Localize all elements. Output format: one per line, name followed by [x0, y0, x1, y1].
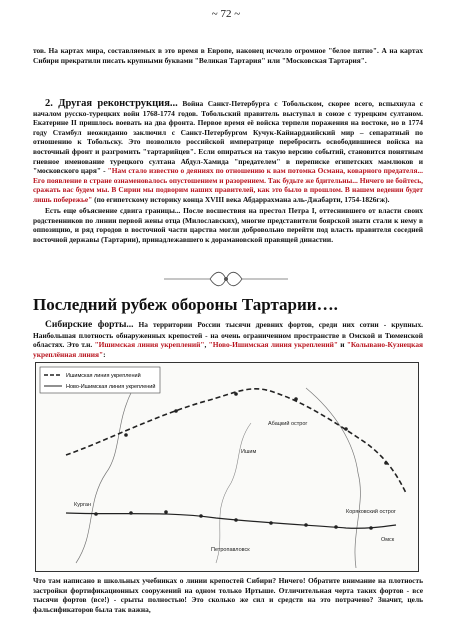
ornament-divider [160, 266, 292, 292]
map-label-omsk: Омск [381, 537, 395, 543]
section-text: Война Санкт-Петербурга с Тобольском, скорее всего, вспыхнула с началом русско-турецких войн 1768-1774 годов. Тобольский правитель выступал в союзе с турецким султаном. Екатерине II пришлось воевать на два фронта. Первое время её войска терпели поражения на востоке, но в 1774 году Стамбул неожиданно заключил с Санкт-Петербургом Кучук-Кайнарджийский мир – сепаратный по отношению к Тобольску. Это позволило российской императрице перебросить освободившиеся войска на восточный фронт и разгромить "тартарийцев". Если опираться на такую версию событий, становится понятным гневное именование турецкого султана Абдул-Хамида "предателем" в переписке египетских мамлюков и "московского царя" - [33, 99, 423, 176]
paragraph-conclusion: Что там написано в школьных учебниках о линии крепостей Сибири? Ничего! Обратите внимание на плотность застройки фортификационных сооружений на одном только Иртыше. Отличительная черта таких фортов - все тысячи фортов (все!) - срыты полностью! Это сколько же сил и средств на это потрачено? Значит, цель фальсификаторов была так важна, [33, 576, 423, 614]
novo-ishim-line-name: "Ново-Ишимская линия укреплений" [208, 340, 338, 350]
paragraph-intro: тов. На картах мира, составляемых в это время в Европе, наконец исчезло огромное "белое пятно". А на картах Сибири прекратили писать крупными буквами "Великая Тартария" или "Московская Тартария". [33, 46, 423, 65]
paragraph-explanation [33, 206, 423, 244]
novo-ishim-line [66, 513, 396, 528]
fortification-map [35, 362, 419, 572]
mamluk-quote: "Нам стало известно о деяниях по отношению к вам потомка Османа, коварного предателя... Его появление в стране ознаменовалось опустошением и разорением. Так будьте же бдительны... Ничего не бойтесь, сражать вас будем мы. В Сирии мы подворим наших правителей, как это было в прошлом. В нашем ведении будет лишь побережье" [33, 166, 423, 204]
ishim-line-name: "Ишимская линия укреплений" [94, 340, 205, 350]
map-label-petropavlovsk: Петропавловск [211, 547, 250, 553]
ishim-line [66, 389, 406, 493]
sep: : [103, 349, 106, 359]
map-label-koryakovsky: Коряковский острог [346, 509, 396, 515]
map-label-abatsky: Абацкий острог [268, 421, 308, 427]
legend-item: Ново-Ишимская линия укреплений [66, 384, 156, 390]
page-number: ~ 72 ~ [211, 8, 241, 20]
siberian-text: На территории России тысячи древних фортов, среди них сотни - крупных. Наибольшая плотность обнаруженных крепостей - на очень ограниченном пространстве в Омской и Тюменской областях. Это т.н. [33, 320, 423, 350]
map-label-kurgan: Курган [74, 502, 91, 508]
siberian-heading: Сибирские форты... [45, 320, 134, 330]
section-siberian-forts [33, 320, 423, 359]
section-reconstruction [33, 99, 423, 205]
sep: и [337, 340, 347, 350]
quote-source: (по египетскому историку конца XVIII века Абдаррахмана аль-Джабарти, 1754-1826гж). [92, 194, 390, 204]
map-label-ishim: Ишим [241, 449, 257, 455]
section-heading: 2. Другая реконструкция... [45, 98, 178, 109]
legend-item: Ишимская линия укреплений [66, 373, 141, 379]
map-legend [40, 367, 160, 393]
explanation-text: Есть еще объяснение сдвига границы... После восшествия на престол Петра I, оттеснившего от власти своих родственников по линии первой жены отца (Милославских), многие представители боярской знати стали к нему в оппозицию, и ряд городов в восточной части царства могли добровольно перейти под власть правителя соседней восточной державы (Тартарии), принадлежавшего к дорамановской правящей династии. [33, 206, 423, 244]
kolyvan-line-name: "Колывано-Кузнецкая укреплённая линия" [33, 340, 424, 359]
sep: , [204, 340, 209, 350]
chapter-title: Последний рубеж обороны Тартарии…. [33, 295, 338, 314]
